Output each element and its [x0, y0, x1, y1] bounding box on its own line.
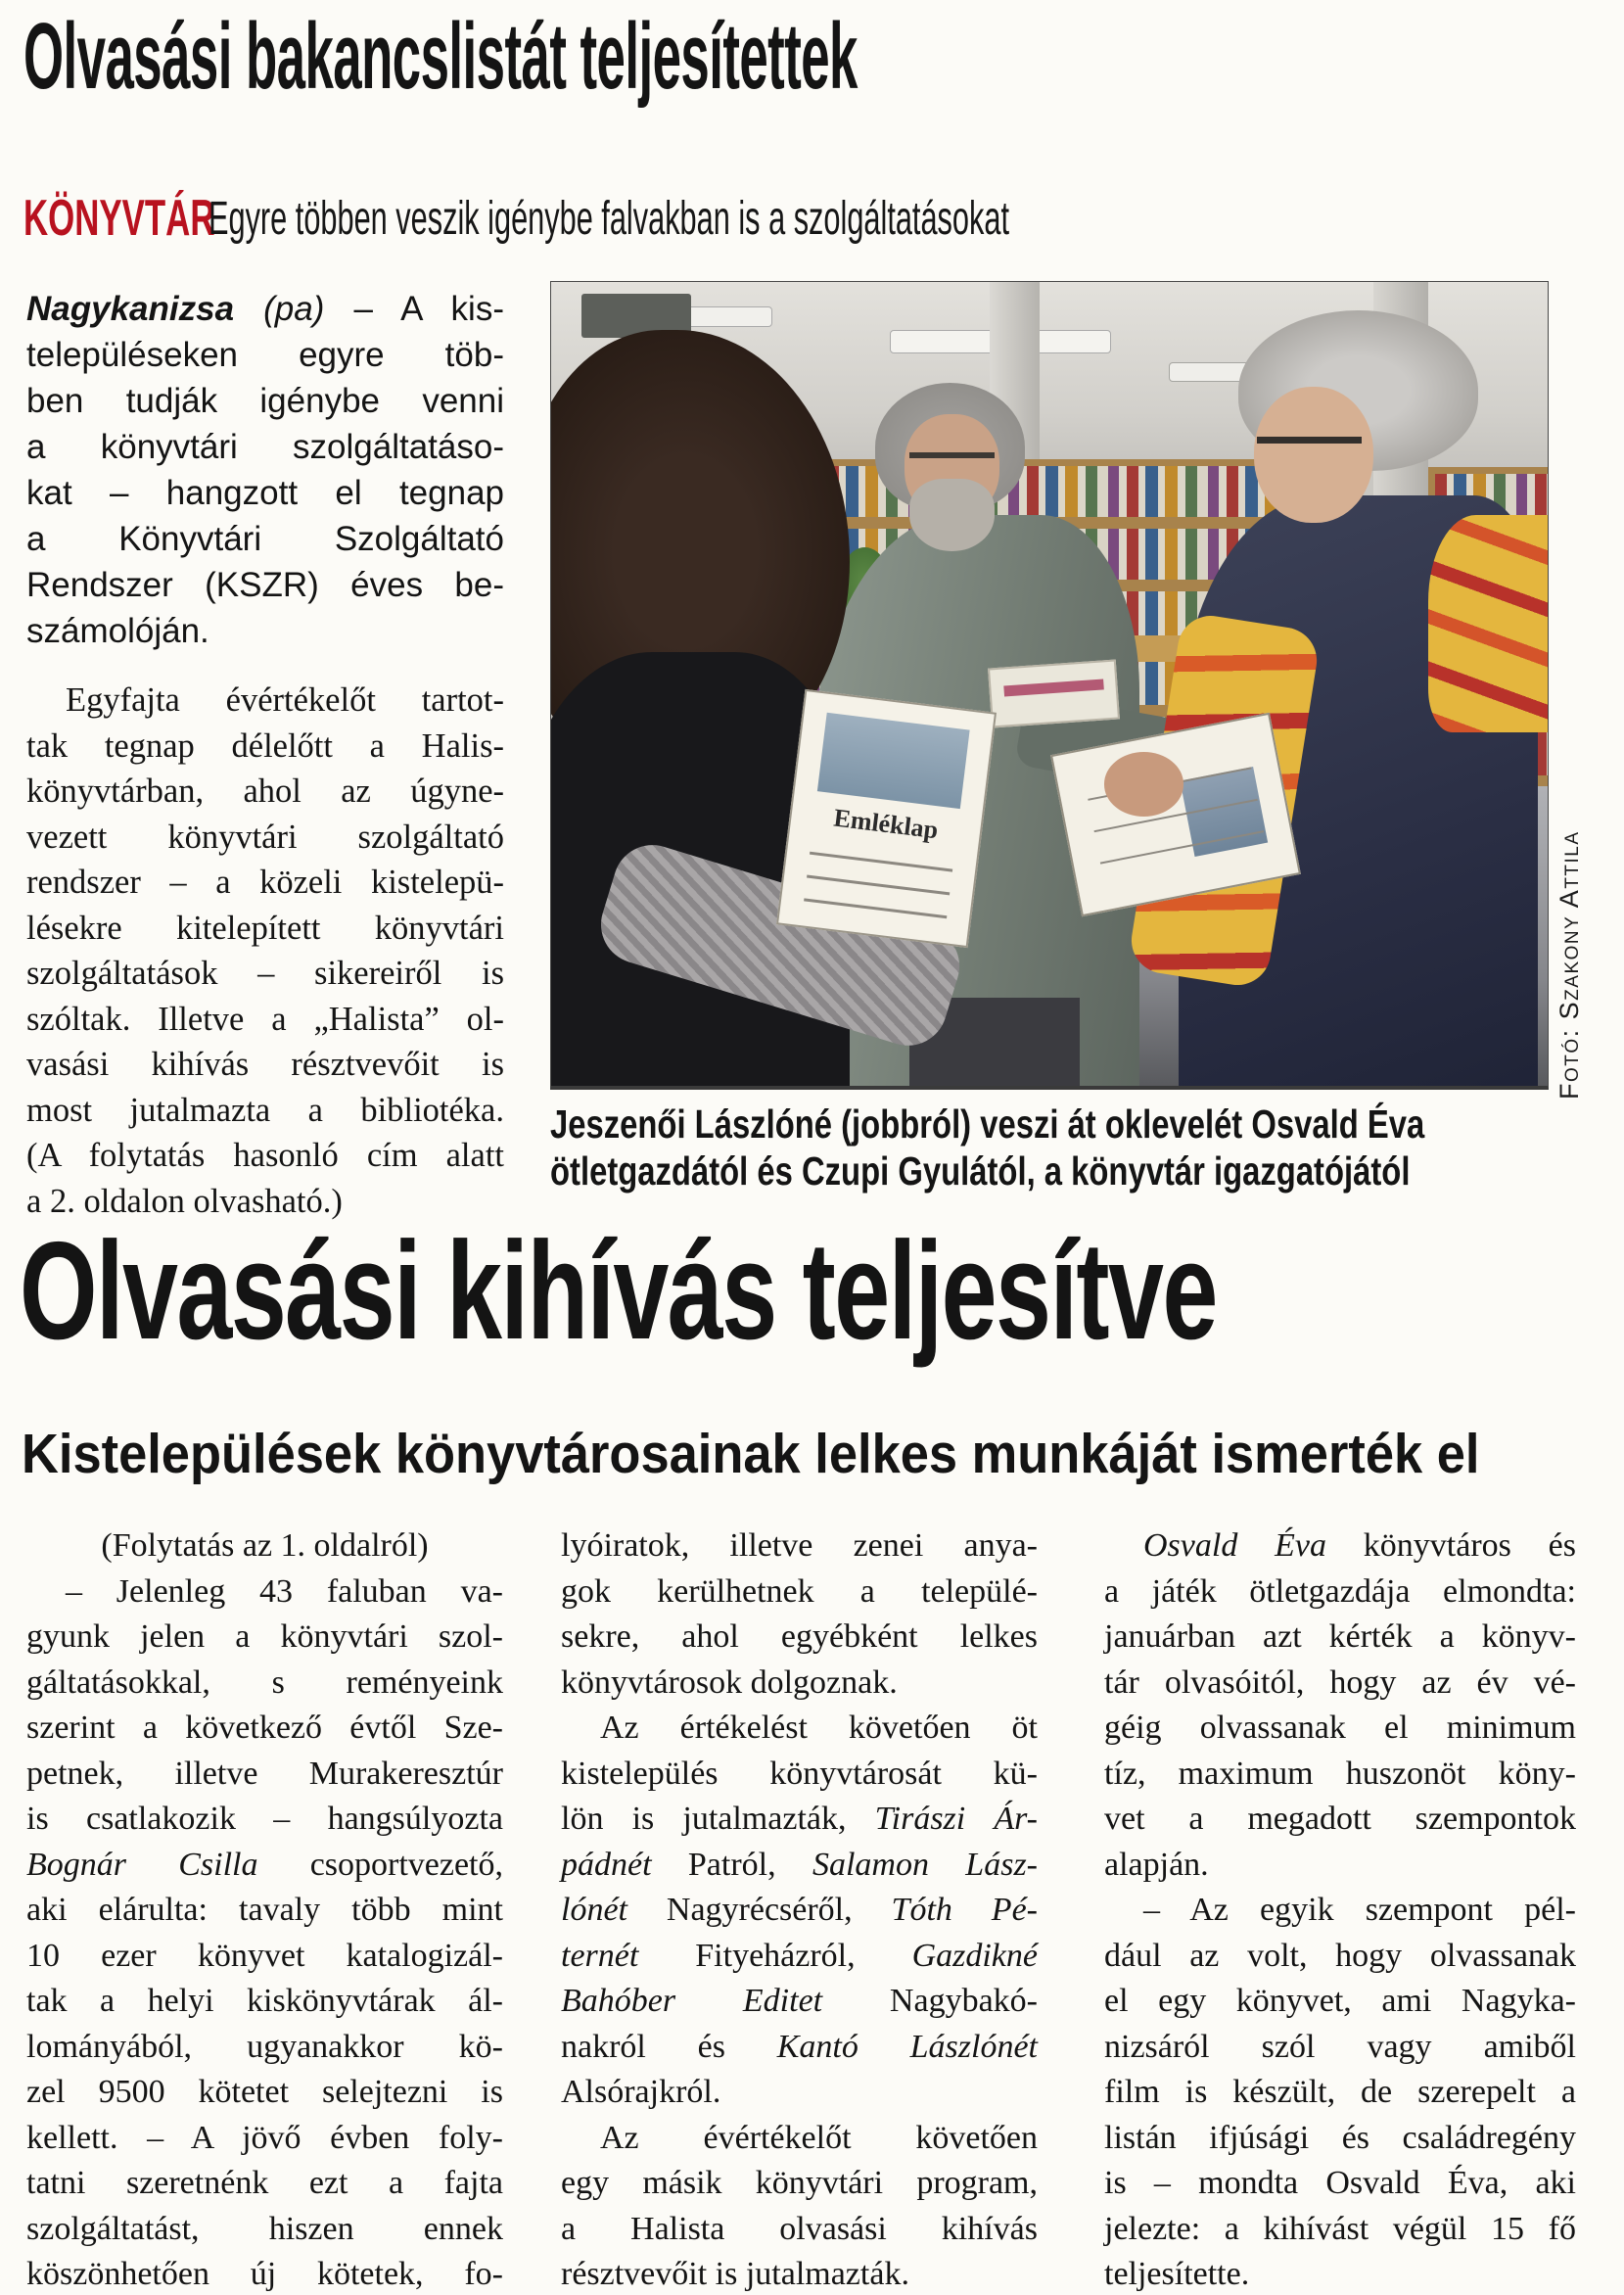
certificate-emblem: [817, 713, 970, 809]
photo-man-glasses: [909, 452, 995, 458]
article1-lead-paragraph: Nagykanizsa (pa) – A kis- településeken egyre töb- ben tudják igénybe venni a könyvtári szolgáltatáso- kat – hangzott el tegnap a Könyvtári Szolgáltató Rendszer (KSZR) éves be- számolóján.: [26, 290, 504, 650]
photo-credit: Fotó: Szakony Attila: [1554, 830, 1584, 1100]
photo-caption: Jeszenői Lászlóné (jobbról) veszi át oklevelét Osvald Éva ötletgazdától és Czupi Gyulától, a könyvtár igazgatójától: [550, 1101, 1425, 1194]
headline-2-text: Olvasási kihívás teljesítve: [20, 1213, 1217, 1369]
article2-column-3: Osvald Éva könyvtáros és a játék ötletgazdája elmondta: januárban azt kérték a könyv- tár olvasóitól, hogy az év vé- géig olvassanak el minimum tíz, maximum huszonöt köny- vet a megadott szempontok alapján. – Az egyik szempont pél- dául az volt, hogy olvassanak el egy könyvet, ami Nagyka- nizsáról szól vagy amiből film is készült, de szerepelt a listán ifjúsági és családregény is – mondta Osvald Éva, aki jelezte: a kihívást végül 15 fő teljesítette.: [1104, 1527, 1576, 2292]
photo-right-woman-sweater: [1428, 515, 1548, 732]
photo-handshake: [1104, 752, 1183, 817]
headline-1: [23, 6, 1540, 108]
headline-1-text: Olvasási bakancslistát teljesítettek: [23, 4, 858, 109]
photo-papers-stack: [988, 659, 1120, 727]
certificate-line: [805, 898, 948, 918]
photo-right-woman-face: [1254, 387, 1373, 524]
subheadline: Kistelepülések könyvtárosainak lelkes munkáját ismerték el: [22, 1423, 1480, 1485]
certificate-line: [810, 852, 952, 872]
kicker-label: KÖNYVTÁR: [23, 190, 215, 247]
photo-man-beard: [909, 479, 995, 551]
photo-certificate-left: [776, 689, 997, 948]
photo: [550, 281, 1549, 1090]
article2-column-1: (Folytatás az 1. oldalról) – Jelenleg 43 faluban va- gyunk jelen a könyvtári szol- gáltatásokkal, s reményeink szerint a következő évtől Sze- petnek, illetve Murakeresztúr is csatlakozik – hangsúlyozta Bognár Csilla csoportvezető, aki elárulta: tavaly több mint 10 ezer könyvet katalogizál- tak a helyi kiskönyvtárak ál- lományából, ugyanakkor kö- zel 9500 kötetet selejtezni is kellett. – A jövő évben foly- tatni szeretnénk ezt a fajta szolgáltatást, hiszen ennek köszönhetően új kötetek, fo-: [26, 1527, 503, 2292]
photo-right-woman-glasses: [1257, 437, 1362, 444]
kicker-subtitle: Egyre többen veszik igénybe falvakban is a szolgáltatásokat: [209, 193, 1009, 245]
headline-2: [20, 1213, 1624, 1369]
article1-second-paragraph: Egyfajta évértékelőt tartot- tak tegnap délelőtt a Halis- könyvtárban, ahol az úgyne- vezett könyvtári szolgáltató rendszer – a közeli kistelepü- lésekre kitelepített könyvtári szolgáltatások – sikereiről is szóltak. Illetve a „Halista” ol- vasási kihívás résztvevőit is most jutalmazta a bibliotéka. (A folytatás hasonló cím alatt a 2. oldalon olvasható.): [26, 681, 504, 1220]
certificate-line: [808, 874, 951, 895]
article2-column-2: lyóiratok, illetve zenei anya- gok kerülhetnek a települé- sekre, ahol egyébként lelkes könyvtárosok dolgoznak. Az értékelést követően öt kistelepülés könyvtárosát kü- lön is jutalmazták, Tirászi Ár- pádnét Patról, Salamon Lász- lónét Nagyrécséről, Tóth Pé- ternét Fityeházról, Gazdikné Bahóber Editet Nagybakó- nakról és Kantó Lászlónét Alsórajkról. Az évértékelőt követően egy másik könyvtári program, a Halista olvasási kihívás résztvevőit is jutalmazták.: [561, 1527, 1038, 2292]
certificate-title: Emléklap: [832, 802, 941, 844]
